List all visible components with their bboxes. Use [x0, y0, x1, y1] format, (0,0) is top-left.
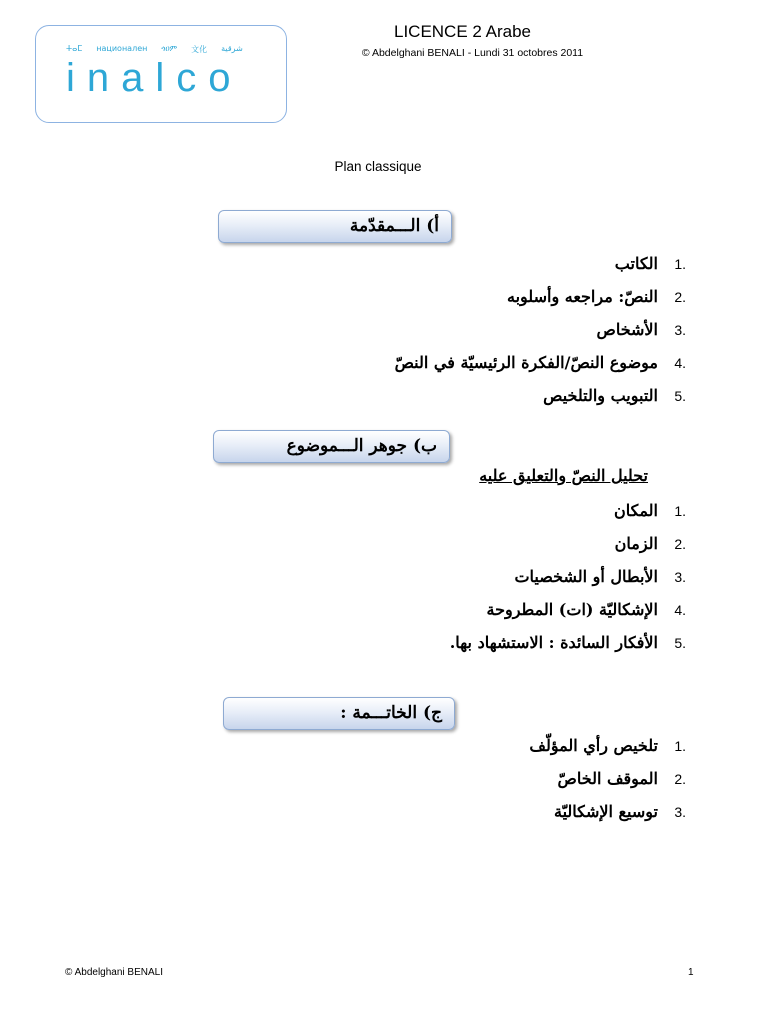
list-number: 3.	[674, 804, 686, 820]
section-heading-body	[213, 430, 450, 463]
list-text: المكان	[613, 501, 658, 520]
list-item	[450, 531, 686, 564]
list-number: 5.	[674, 635, 686, 651]
list-text: التبويب والتلخيص	[543, 386, 658, 405]
list-item	[395, 383, 686, 416]
plan-title: Plan classique	[334, 159, 422, 174]
logo-script-4: 文化	[191, 45, 208, 54]
section-heading-introduction	[218, 210, 452, 243]
logo-script-5: شرقية	[221, 44, 243, 53]
list-text: الكاتب	[614, 254, 658, 273]
list-item	[449, 630, 686, 663]
footer-author: © Abdelghani BENALI	[65, 967, 163, 978]
list-item	[395, 317, 686, 350]
list-number: 1.	[674, 503, 686, 519]
logo-scripts	[66, 44, 266, 55]
list-number: 2.	[674, 289, 686, 305]
list-item	[395, 284, 686, 317]
page-number: 1	[688, 967, 694, 978]
document-subtitle: © Abdelghani BENALI - Lundi 31 octobres 2011	[361, 47, 584, 59]
list-item	[450, 597, 686, 630]
introduction-list	[394, 251, 686, 416]
list-item	[450, 564, 686, 597]
section-heading-label: ب) جوهر الـــموضوع	[286, 436, 437, 456]
list-number: 5.	[674, 388, 686, 404]
list-number: 4.	[674, 602, 686, 618]
list-text: تلخيص رأي المؤلّف	[529, 736, 658, 755]
list-item	[450, 498, 686, 531]
logo-wordmark: inalco	[66, 56, 243, 100]
inalco-logo	[35, 25, 287, 123]
list-item	[529, 799, 686, 832]
list-text: الأفكار السائدة : الاستشهاد بها.	[449, 633, 658, 652]
list-number: 3.	[674, 322, 686, 338]
list-number: 1.	[674, 256, 686, 272]
list-text: النصّ: مراجعه وأسلوبه	[507, 287, 658, 306]
list-number: 2.	[674, 536, 686, 552]
list-number: 1.	[674, 738, 686, 754]
list-text: توسيع الإشكاليّة	[553, 802, 658, 821]
list-text: الأشخاص	[596, 320, 658, 339]
list-text: الموقف الخاصّ	[557, 769, 658, 788]
list-text: موضوع النصّ/الفكرة الرئيسيّة في النصّ	[394, 353, 658, 372]
list-number: 4.	[674, 355, 686, 371]
section-heading-label: أ) الـــمقدّمة	[349, 216, 439, 236]
conclusion-list	[529, 733, 686, 832]
logo-script-3: ጎዐም	[161, 44, 178, 53]
body-list	[449, 498, 686, 663]
list-item	[394, 350, 686, 383]
logo-script-1: ⵜⴰⵎ	[66, 44, 83, 53]
list-number: 3.	[674, 569, 686, 585]
document-title: LICENCE 2 Arabe	[393, 22, 531, 41]
analysis-subtitle: تحليل النصّ والتعليق عليه	[479, 466, 648, 485]
list-text: الإشكاليّة (ات) المطروحة	[486, 600, 658, 619]
list-text: الأبطال أو الشخصيات	[514, 567, 658, 586]
section-heading-conclusion	[223, 697, 455, 730]
list-item	[529, 733, 686, 766]
section-heading-label: ج) الخاتـــمة :	[340, 703, 442, 723]
list-item	[529, 766, 686, 799]
list-text: الزمان	[614, 534, 658, 553]
list-item	[395, 251, 686, 284]
logo-script-2: национален	[96, 44, 148, 53]
list-number: 2.	[674, 771, 686, 787]
